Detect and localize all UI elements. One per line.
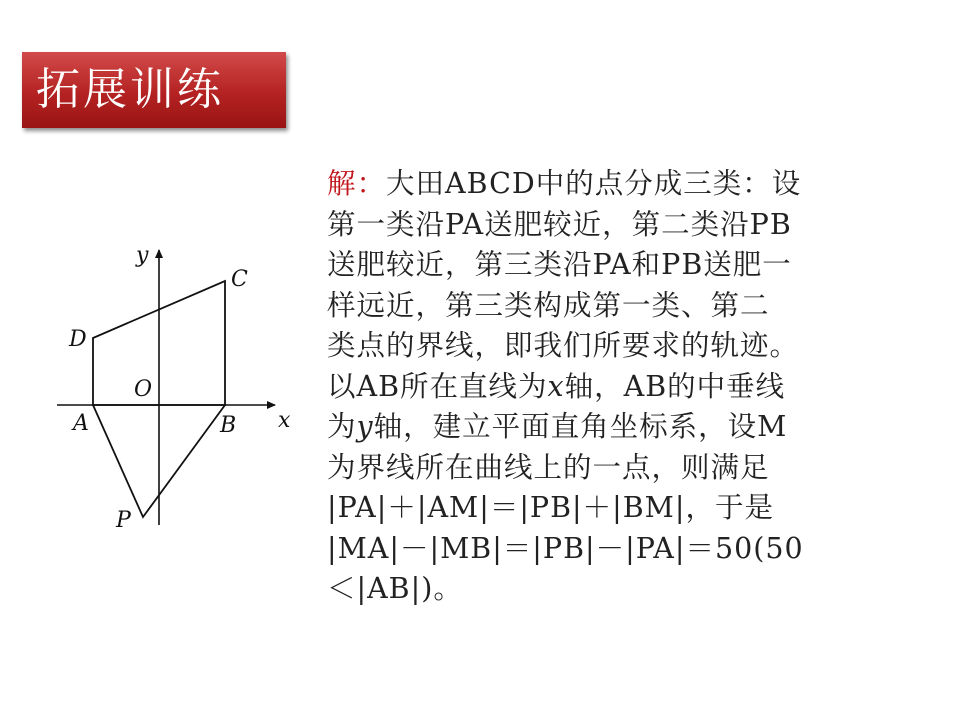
solution-text-6b: 轴，AB的中垂线 bbox=[564, 369, 786, 403]
solution-line-6 bbox=[327, 367, 927, 408]
solution-line-11: ＜|AB|)。 bbox=[327, 572, 463, 605]
solution-line-5: 类点的界线，即我们所要求的轨迹。 bbox=[327, 329, 800, 362]
label-o: O bbox=[134, 377, 153, 402]
solution-text-7b: 轴，建立平面直角坐标系，设M bbox=[373, 410, 788, 443]
label-x: x bbox=[278, 408, 291, 433]
solution-line-2: 第一类沿PA送肥较近，第二类沿PB bbox=[327, 207, 792, 241]
solution-line-3: 送肥较近，第三类沿PA和PB送肥一 bbox=[327, 248, 792, 281]
solution-text bbox=[327, 164, 927, 610]
solution-text-7a: 为 bbox=[327, 410, 357, 443]
solution-text-1: 大田ABCD中的点分成三类：设 bbox=[386, 167, 802, 200]
variable-x: x bbox=[547, 369, 565, 403]
label-c: C bbox=[231, 267, 248, 292]
label-p: P bbox=[116, 508, 131, 533]
solution-line-4: 样远近，第三类构成第一类、第二 bbox=[327, 288, 770, 322]
variable-y: y bbox=[356, 410, 374, 443]
solution-line-1 bbox=[327, 164, 927, 205]
solution-line-10: |MA|－|MB|＝|PB|－|PA|＝50(50 bbox=[327, 531, 804, 565]
label-d: D bbox=[69, 327, 87, 352]
solution-line-7 bbox=[327, 407, 927, 448]
solution-line-9: |PA|＋|AM|＝|PB|＋|BM|，于是 bbox=[327, 491, 774, 524]
label-b: B bbox=[220, 413, 237, 438]
section-title: 拓展训练 bbox=[22, 52, 286, 128]
solution-lead: 解： bbox=[327, 167, 387, 200]
solution-text-6a: 以AB所在直线为 bbox=[327, 369, 548, 403]
solution-line-8: 为界线所在曲线上的一点，则满足 bbox=[327, 450, 770, 484]
label-y: y bbox=[136, 243, 149, 268]
label-a: A bbox=[73, 411, 89, 436]
geometry-figure bbox=[55, 238, 315, 538]
